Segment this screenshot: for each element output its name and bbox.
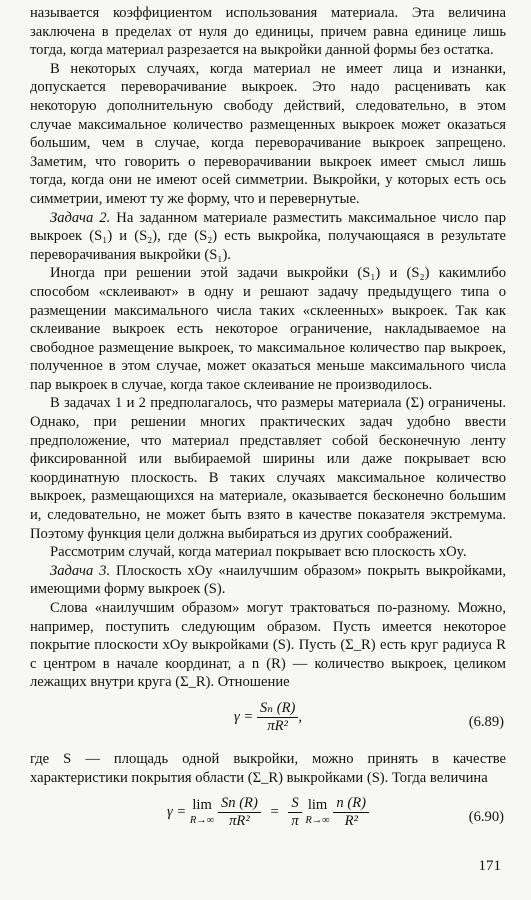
paragraph-5: Рассмотрим случай, когда материал покрывает всю плоскость xOy. — [50, 544, 467, 561]
formula-1-numerator: Sₙ (R) — [257, 700, 299, 718]
paragraph-1: называется коэффициентом использования материала. Эта величина заключена в пределах от нуля до единицы, причем равна единице лишь тогда, когда материал разрезается на выкройки данной формы без остатка. — [30, 5, 506, 59]
task-2-text: На заданном материале разместить максимальное число пар выкроек (S₁) и (S₂), где (S₂) есть выкройка, получающаяся в результате переворачивания выкройки (S₁). — [30, 209, 506, 263]
formula-2-numerator-3: n (R) — [333, 795, 369, 813]
formula-6-90 — [30, 787, 506, 845]
formula-2-denominator-2: π — [291, 813, 299, 830]
formula-2-limit-1 — [190, 797, 214, 829]
formula-2-lhs: γ = — [166, 804, 187, 820]
paragraph-7: где S — площадь одной выкройки, можно принять в качестве характеристики покрытия области (Σ_R) выкройками (S). Тогда величина — [30, 750, 506, 786]
task-3-label: Задача 3. — [50, 562, 111, 579]
formula-2-numerator-1: Sn (R) — [218, 795, 261, 813]
formula-1-fraction — [257, 700, 299, 735]
task-3 — [30, 562, 506, 599]
task-2-label: Задача 2. — [50, 209, 111, 226]
task-2 — [30, 209, 506, 265]
paragraph-6: Слова «наилучшим образом» могут трактоваться по-разному. Можно, например, поступить следующим образом. Пусть имеется некоторое покрытие плоскости xOy выкройками (S). Пусть (Σ_R) есть круг радиуса R с центром в начале координат, а n (R) — количество выкроек, целиком лежащих внутри круга (Σ_R). Отношение — [30, 600, 506, 691]
formula-2-denominator-1: πR² — [229, 813, 250, 830]
page-number: 171 — [478, 858, 501, 874]
formula-2-lim-under-1: R→∞ — [189, 814, 215, 826]
page-body — [30, 4, 506, 845]
formula-2-fraction-3 — [333, 795, 369, 830]
formula-1-number: (6.89) — [468, 713, 504, 730]
formula-1-lhs: γ = — [233, 708, 254, 725]
formula-2-fraction-2 — [288, 795, 301, 830]
formula-2-number: (6.90) — [468, 809, 504, 826]
formula-2-lim-under-2: R→∞ — [305, 814, 330, 826]
paragraph-3: Иногда при решении этой задачи выкройки (S₁) и (S₂) какимлибо способом «склеивают» в одну и решают задачу предыдущего типа о размещении максимального числа таких «склеенных» выкроек. Так как склеивание выкроек есть некоторое ограничение, накладываемое на свободное размещение выкроек, то максимальное количество пар выкроек, полученное в этом случае, может оказаться меньше максимального числа пар выкроек в случае, когда такое склеивание не производилось. — [30, 265, 506, 393]
formula-2-lim-word-2: lim — [307, 796, 328, 813]
formula-2-numerator-2: S — [288, 795, 301, 813]
formula-2-denominator-3: R² — [344, 813, 358, 830]
formula-1-comma: , — [298, 708, 303, 725]
task-3-text: Плоскость xOy «наилучшим образом» покрыть выкройками, имеющими форму выкроек (S). — [30, 562, 506, 598]
formula-2-limit-2 — [305, 797, 329, 829]
formula-1-denominator: πR² — [267, 717, 288, 734]
formula-2-equals: = — [270, 804, 279, 821]
paragraph-4: В задачах 1 и 2 предполагалось, что размеры материала (Σ) ограничены. Однако, при решении многих практических задач удобно ввести предположение, что материал представляет собой бесконечную ленту фиксированной или выбираемой ширины или даже покрывает всю координатную плоскость. В таких случаях максимальное количество выкроек, размещающихся на материале, оказывается бесконечно большим и, следовательно, не может быть взято в качестве показателя экстремума. Поэтому функция цели должна выбираться из других соображений. — [30, 395, 506, 542]
formula-6-89 — [30, 692, 506, 750]
formula-2-fraction-1 — [218, 795, 261, 830]
formula-2-lim-word-1: lim — [192, 796, 212, 813]
paragraph-2: В некоторых случаях, когда материал не имеет лица и изнанки, допускается переворачивание выкроек. Это надо расценивать как некоторую дополнительную свободу действий, следовательно, в этом случае максимальное количество размещенных выкроек может оказаться большим, чем в случае, когда переворачивание выкроек запрещено. Заметим, что говорить о переворачивании выкроек имеет смысл лишь тогда, когда они не имеют осей симметрии. Выкройки, у которых есть ось симметрии, имеют ту же форму, что и перевернутые. — [30, 60, 506, 207]
